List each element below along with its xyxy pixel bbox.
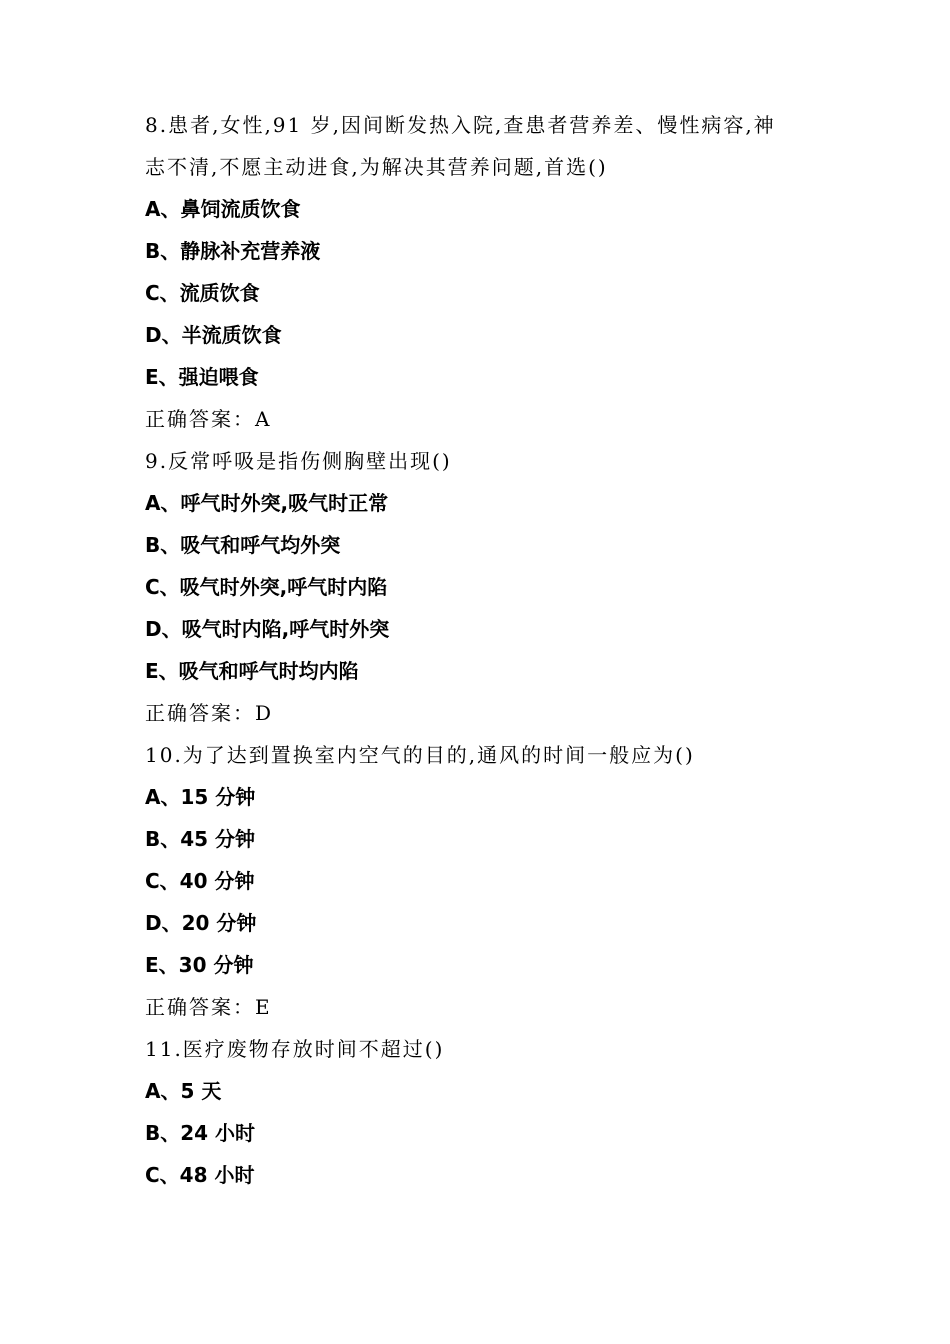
option-d: D、吸气时内陷,呼气时外突 — [145, 617, 390, 641]
option-b: B、静脉补充营养液 — [145, 239, 321, 263]
question-11 — [145, 1028, 825, 1196]
option-e: E、强迫喂食 — [145, 365, 259, 389]
option-b: B、45 分钟 — [145, 827, 256, 851]
option-e: E、吸气和呼气时均内陷 — [145, 659, 359, 683]
correct-answer: 正确答案：D — [145, 701, 274, 725]
option-a: A、15 分钟 — [145, 785, 256, 809]
option-c: C、40 分钟 — [145, 869, 255, 893]
question-stem: 10.为了达到置换室内空气的目的,通风的时间一般应为() — [145, 743, 695, 767]
option-e: E、30 分钟 — [145, 953, 254, 977]
question-stem: 11.医疗废物存放时间不超过() — [145, 1037, 445, 1061]
option-b: B、吸气和呼气均外突 — [145, 533, 341, 557]
option-a: A、5 天 — [145, 1079, 222, 1103]
option-a: A、鼻饲流质饮食 — [145, 197, 301, 221]
option-c: C、流质饮食 — [145, 281, 260, 305]
question-10 — [145, 734, 825, 1028]
question-stem: 9.反常呼吸是指伤侧胸壁出现() — [145, 449, 452, 473]
document-page — [145, 104, 825, 1196]
question-9 — [145, 440, 825, 734]
question-8 — [145, 104, 825, 440]
option-d: D、半流质饮食 — [145, 323, 282, 347]
correct-answer: 正确答案：E — [145, 995, 272, 1019]
option-b: B、24 小时 — [145, 1121, 256, 1145]
option-c: C、48 小时 — [145, 1163, 255, 1187]
option-a: A、呼气时外突,吸气时正常 — [145, 491, 389, 515]
question-stem: 8.患者,女性,91 岁,因间断发热入院,查患者营养差、慢性病容,神 — [145, 113, 776, 137]
option-d: D、20 分钟 — [145, 911, 257, 935]
option-c: C、吸气时外突,呼气时内陷 — [145, 575, 388, 599]
question-stem: 志不清,不愿主动进食,为解决其营养问题,首选() — [145, 155, 608, 179]
correct-answer: 正确答案：A — [145, 407, 272, 431]
